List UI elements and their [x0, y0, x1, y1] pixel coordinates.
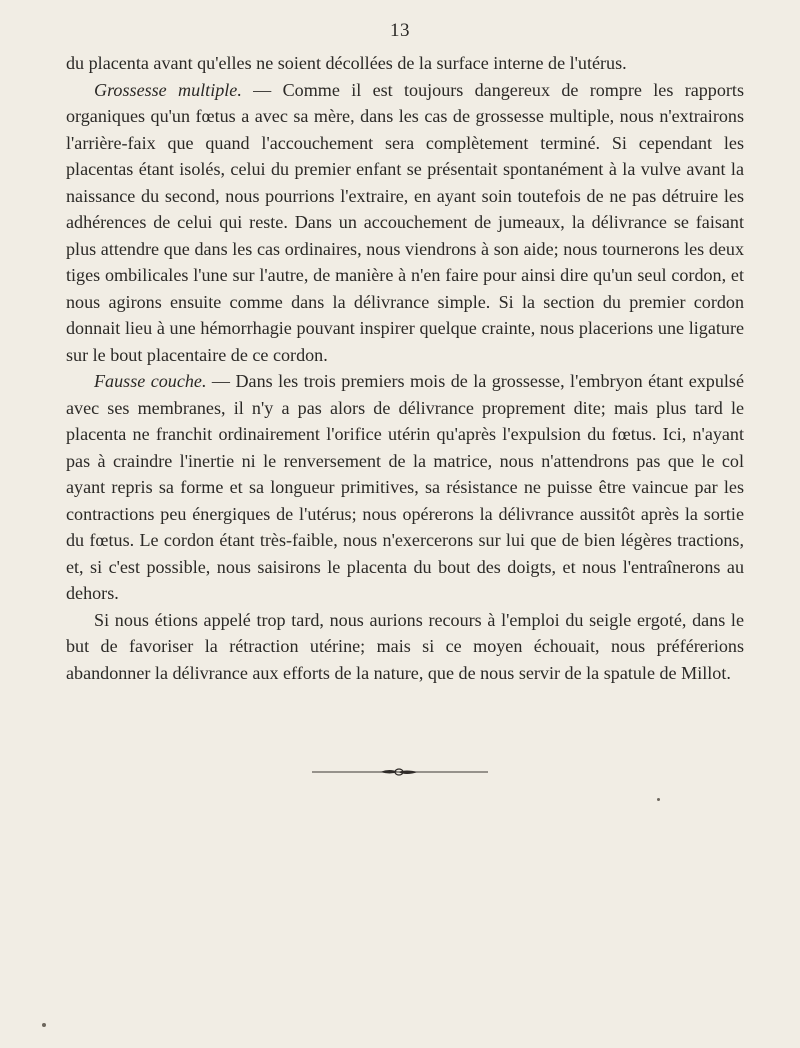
section-end-ornament [310, 767, 490, 777]
paragraph [66, 368, 744, 607]
paragraph [66, 77, 744, 369]
run-in-heading: Grossesse multiple. [94, 79, 242, 100]
paragraph [66, 607, 744, 687]
paragraph [66, 50, 744, 77]
page-number: 13 [390, 20, 410, 41]
run-in-heading: Fausse couche. [94, 371, 207, 391]
paragraph-text: du placenta avant qu'elles ne soient décollées de la surface interne de l'utérus. [66, 53, 627, 73]
body-text [66, 50, 744, 686]
paragraph-text: — Dans les trois premiers mois de la grossesse, l'embryon étant expulsé avec ses membranes, il n'y a pas alors de délivrance proprement dite; mais plus tard le placenta ne franchit ordinairement l'orifice utérin qu'après l'expulsion du fœtus. Ici, n'ayant pas à craindre l'inertie ni le renversement de la matrice, nous n'attendrons pas que le col ayant repris sa forme et sa longueur primitives, sa résistance ne puisse être vaincue par les contractions peu énergiques de l'utérus; nous opérerons la délivrance aussitôt après la sortie du fœtus. Le cordon étant très-faible, nous n'exercerons sur lui que de bien légères tractions, et, si c'est possible, nous saisirons le placenta du bout des doigts, et nous l'entraînerons au dehors. [66, 371, 744, 603]
paragraph-text: Si nous étions appelé trop tard, nous aurions recours à l'emploi du seigle ergoté, dans le but de favoriser la rétraction utérine; mais si ce moyen échouait, nous préférerions abandonner la délivrance aux efforts de la nature, que de nous servir de la spatule de Millot. [66, 609, 744, 683]
paper-speck [42, 1023, 46, 1027]
paper-speck [657, 798, 660, 801]
ornament-flourish [380, 770, 418, 774]
paragraph-text: — Comme il est toujours dangereux de rompre les rapports organiques qu'un fœtus a avec sa mère, dans les cas de grossesse multiple, nous n'extrairons l'arrière-faix que quand l'accouchement sera complètement terminé. Si cependant les placentas étant isolés, celui du premier enfant se présentait spontanément à la vulve avant la naissance du second, nous pourrions l'extraire, en ayant soin toutefois de ne pas détruire les adhérences de celui qui reste. Dans un accouchement de jumeaux, la délivrance se faisant plus attendre que dans les cas ordinaires, nous viendrons à son aide; nous tournerons les deux tiges ombilicales l'une sur l'autre, de manière à n'en faire pour ainsi dire qu'un seul cordon, et nous agirons ensuite comme dans la délivrance simple. Si la section du premier cordon donnait lieu à une hémorrhagie pouvant inspirer quelque crainte, nous placerions une ligature sur le bout placentaire de ce cordon. [66, 79, 744, 365]
